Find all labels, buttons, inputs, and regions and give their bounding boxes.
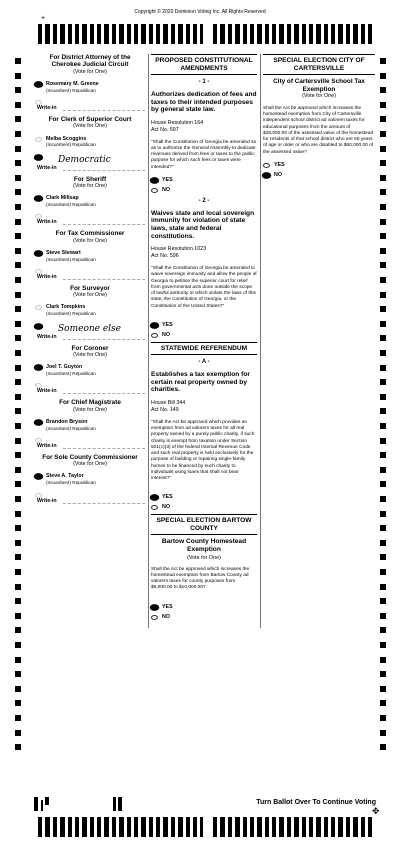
contest-title: For Sheriff bbox=[73, 175, 107, 183]
cartersville-column bbox=[263, 54, 375, 182]
contest-vote-for: (Vote for One) bbox=[73, 68, 107, 75]
vote-option-no[interactable] bbox=[263, 172, 375, 179]
candidate-party: (Incumbent) Republican bbox=[46, 425, 96, 431]
contest-vote-for: (Vote for One) bbox=[73, 123, 107, 130]
yes-label: YES bbox=[162, 176, 173, 183]
amendment-number: - 2 - bbox=[198, 197, 210, 204]
candidate-info bbox=[46, 195, 96, 208]
filled-oval-icon[interactable] bbox=[34, 81, 43, 88]
amendment-1 bbox=[151, 79, 257, 194]
write-in-line[interactable] bbox=[35, 165, 145, 172]
write-in-label: Write-in bbox=[37, 164, 57, 171]
contest-vote-for: (Vote for One) bbox=[73, 461, 107, 468]
contest-title: For Chief Magistrate bbox=[59, 399, 121, 407]
act-number: Act No. 596 bbox=[151, 253, 179, 260]
column-divider bbox=[260, 54, 261, 628]
bill-number: House Bill 344 bbox=[151, 399, 186, 406]
filled-oval-icon[interactable] bbox=[150, 322, 159, 329]
referendum-question: "Shall the Act be approved which provides an exemption from ad valorem taxes for all real property owned by a purely public charity, if such charity is exempt from taxation under Section 501(c)(3) of the federal Internal Revenue Code and such real property is held exclusively for the purpose of building or repairing single-family homes to be financed by such charity to individuals using loans that shall not bear interest?" bbox=[151, 419, 255, 481]
candidate-name: Melba Scoggins bbox=[46, 135, 87, 142]
contest-vote-for: (Vote for One) bbox=[73, 292, 107, 299]
write-in-label: Write-in bbox=[37, 497, 57, 504]
write-in-option[interactable] bbox=[35, 323, 145, 334]
vote-option-no[interactable] bbox=[151, 504, 257, 511]
empty-oval-icon[interactable] bbox=[35, 305, 42, 310]
amendment-question: "Shall the Constitution of Georgia be amended so as to authorize the General Assembly to dedicate revenues derived from fees or taxes to the public purpose for which such fees or taxes were intended?" bbox=[151, 139, 257, 170]
candidate-party: (Incumbent) Republican bbox=[46, 256, 96, 262]
no-label: NO bbox=[162, 331, 170, 338]
act-number: Act No. 149 bbox=[151, 406, 179, 413]
candidate-info bbox=[46, 364, 96, 377]
candidate-party: (Incumbent) Republican bbox=[46, 311, 96, 317]
write-in-label: Write-in bbox=[37, 105, 57, 112]
write-in-line[interactable] bbox=[35, 105, 145, 112]
write-in-underline bbox=[63, 110, 145, 111]
bartow-question: Shall the Act be approved which increases the homestead exemption from Bartow County ad valorem taxes for county purposes from $5,000.00 to $10,000.00? bbox=[151, 566, 250, 591]
write-in-label: Write-in bbox=[37, 388, 57, 395]
resolution-number: House Resolution 1023 bbox=[151, 246, 207, 253]
write-in-option[interactable] bbox=[35, 154, 145, 165]
candidate-info bbox=[46, 304, 96, 317]
contest-title: For Sole County Commissioner bbox=[42, 453, 138, 461]
contest bbox=[35, 54, 145, 112]
contest-vote-for: (Vote for One) bbox=[73, 406, 107, 413]
bartow-homestead-question bbox=[151, 538, 257, 620]
filled-oval-icon[interactable] bbox=[150, 494, 159, 501]
amendment-title: Waives state and local sovereign immunity for violation of state laws, state and federal constitutions. bbox=[151, 209, 255, 240]
statewide-referendum-header: STATEWIDE REFERENDUM bbox=[151, 342, 257, 356]
empty-oval-icon[interactable] bbox=[151, 505, 158, 510]
yes-label: YES bbox=[162, 321, 173, 328]
amendment-question: "Shall the Constitution of Georgia be amended to waive sovereign immunity and allow the people of Georgia to petition the superior court for relief from governmental acts done outside the scope of lawful authority or which violate the laws of this state, the Constitution of Georgia, or the Constitution of the United States?" bbox=[151, 266, 257, 309]
contest-vote-for: (Vote for One) bbox=[73, 183, 107, 190]
no-label: NO bbox=[162, 186, 170, 193]
yes-label: YES bbox=[162, 494, 173, 501]
amendments-column bbox=[151, 54, 257, 624]
write-in-underline bbox=[63, 393, 145, 394]
vote-option-yes[interactable] bbox=[151, 177, 257, 184]
candidate-party: (Incumbent) Republican bbox=[46, 202, 96, 208]
registration-plus-icon: + bbox=[41, 15, 46, 22]
candidate-name: Clark Millsap bbox=[46, 195, 79, 202]
write-in-label: Write-in bbox=[37, 274, 57, 280]
handwritten-write-in: Democratic bbox=[58, 154, 111, 165]
candidate-option[interactable] bbox=[35, 136, 145, 149]
contests-column bbox=[35, 54, 145, 509]
candidate-info bbox=[46, 473, 96, 486]
vote-option-no[interactable] bbox=[151, 332, 257, 339]
contest bbox=[35, 345, 145, 396]
vote-option-yes[interactable] bbox=[151, 604, 257, 611]
candidate-party: (Incumbent) Republican bbox=[46, 142, 96, 148]
filled-oval-icon[interactable] bbox=[34, 419, 43, 426]
filled-oval-icon[interactable] bbox=[34, 364, 43, 371]
candidate-option[interactable] bbox=[35, 304, 145, 317]
registration-crosshair-icon: ✥ bbox=[372, 806, 380, 816]
referendum-title: Establishes a tax exemption for certain real property owned by charities. bbox=[151, 371, 250, 394]
write-in-line[interactable] bbox=[35, 219, 145, 226]
candidate-info bbox=[46, 81, 99, 94]
candidate-name: Brandon Bryson bbox=[46, 418, 88, 425]
no-label: NO bbox=[274, 171, 282, 178]
referendum-a bbox=[151, 359, 257, 511]
candidate-info bbox=[46, 136, 96, 149]
yes-label: YES bbox=[274, 161, 285, 168]
bartow-special-election-header: SPECIAL ELECTION BARTOW COUNTY bbox=[151, 514, 257, 535]
write-in-underline bbox=[63, 170, 145, 171]
write-in-line[interactable] bbox=[35, 443, 145, 450]
candidate-option[interactable] bbox=[35, 364, 145, 377]
filled-oval-icon[interactable] bbox=[34, 474, 43, 481]
candidate-party: (Incumbent) Republican bbox=[46, 480, 96, 486]
contest bbox=[35, 176, 145, 227]
copyright-notice: Copyright © 2020 Dominion Voting Inc. All Rights Reserved bbox=[134, 9, 266, 15]
contest bbox=[35, 230, 145, 281]
candidate-name: Clark Tompkins bbox=[46, 304, 86, 311]
handwritten-write-in: Someone else bbox=[58, 323, 121, 334]
candidate-option[interactable] bbox=[35, 81, 145, 94]
candidate-name: Joel T. Guyton bbox=[46, 364, 83, 371]
timing-marks-bottom bbox=[38, 817, 372, 837]
filled-oval-icon[interactable] bbox=[262, 172, 271, 179]
write-in-label: Write-in bbox=[37, 219, 57, 226]
filled-oval-icon[interactable] bbox=[34, 250, 43, 257]
write-in-underline bbox=[63, 339, 145, 340]
resolution-number: House Resolution 164 bbox=[151, 119, 204, 126]
candidate-party: (Incumbent) Republican bbox=[46, 371, 96, 377]
contest bbox=[35, 454, 145, 505]
vote-option-yes[interactable] bbox=[151, 322, 257, 329]
column-divider bbox=[148, 54, 149, 628]
contest-title: For Tax Commissioner bbox=[55, 230, 125, 238]
amendment-reference bbox=[151, 120, 257, 134]
amendments-header: PROPOSED CONSTITUTIONAL AMENDMENTS bbox=[151, 54, 257, 75]
candidate-name: Steve A. Taylor bbox=[46, 473, 84, 480]
write-in-line[interactable] bbox=[35, 388, 145, 395]
act-number: Act No. 597 bbox=[151, 126, 179, 133]
candidate-option[interactable] bbox=[35, 419, 145, 432]
candidate-name: Rosemary M. Greene bbox=[46, 80, 99, 87]
contest-title: For Clerk of Superior Court bbox=[48, 116, 132, 124]
contest-title: For Surveyor bbox=[70, 284, 110, 292]
contest bbox=[35, 285, 145, 341]
candidate-info bbox=[46, 419, 96, 432]
empty-oval-icon[interactable] bbox=[151, 333, 158, 338]
contest-title: For Coroner bbox=[71, 344, 109, 352]
yes-label: YES bbox=[162, 603, 173, 610]
vote-option-yes[interactable] bbox=[263, 162, 375, 169]
amendment-number: - 1 - bbox=[198, 79, 210, 86]
write-in-label: Write-in bbox=[37, 333, 57, 340]
cartersville-special-election-header: SPECIAL ELECTION CITY OF CARTERSVILLE bbox=[263, 54, 375, 75]
write-in-underline bbox=[63, 503, 145, 504]
contest-vote-for: (Vote for One) bbox=[73, 237, 107, 244]
contest-vote-for: (Vote for One) bbox=[73, 352, 107, 358]
cartersville-title: City of Cartersville School Tax Exemption bbox=[273, 78, 365, 93]
bartow-title: Bartow County Homestead Exemption bbox=[161, 538, 247, 553]
turn-ballot-over-instruction: Turn Ballot Over To Continue Voting bbox=[256, 799, 376, 806]
contest bbox=[35, 399, 145, 450]
vote-option-no[interactable] bbox=[151, 187, 257, 194]
cartersville-vote-for: (Vote for One) bbox=[302, 92, 336, 99]
write-in-line[interactable] bbox=[35, 498, 145, 505]
filled-oval-icon[interactable] bbox=[150, 177, 159, 184]
candidate-name: Steve Stewart bbox=[46, 249, 81, 256]
empty-oval-icon[interactable] bbox=[35, 137, 42, 142]
amendment-title: Authorizes dedication of fees and taxes to their intended purposes by general state law. bbox=[151, 91, 257, 114]
write-in-underline bbox=[63, 448, 145, 449]
empty-oval-icon[interactable] bbox=[263, 163, 270, 168]
write-in-underline bbox=[63, 279, 145, 280]
filled-oval-icon[interactable] bbox=[34, 154, 43, 161]
write-in-label: Write-in bbox=[37, 442, 57, 449]
amendment-reference bbox=[151, 246, 257, 260]
amendment-2 bbox=[151, 198, 257, 339]
timing-marks-top bbox=[38, 24, 372, 44]
filled-oval-icon[interactable] bbox=[34, 323, 43, 330]
candidate-option[interactable] bbox=[35, 473, 145, 486]
filled-oval-icon[interactable] bbox=[150, 604, 159, 611]
referendum-reference bbox=[151, 400, 257, 414]
write-in-line[interactable] bbox=[35, 334, 145, 341]
candidate-option[interactable] bbox=[35, 195, 145, 208]
candidate-info bbox=[46, 250, 96, 263]
bartow-vote-for: (Vote for One) bbox=[187, 554, 221, 561]
timing-marks-left bbox=[15, 58, 21, 758]
write-in-line[interactable] bbox=[35, 274, 145, 281]
no-label: NO bbox=[162, 504, 170, 511]
write-in-underline bbox=[63, 224, 145, 225]
vote-option-yes[interactable] bbox=[151, 494, 257, 501]
no-label: NO bbox=[162, 613, 170, 620]
candidate-option[interactable] bbox=[35, 250, 145, 263]
empty-oval-icon[interactable] bbox=[151, 188, 158, 193]
empty-oval-icon[interactable] bbox=[151, 615, 158, 620]
contest bbox=[35, 116, 145, 172]
candidate-party: (Incumbent) Republican bbox=[46, 87, 96, 93]
timing-marks-right bbox=[380, 58, 386, 758]
vote-option-no[interactable] bbox=[151, 614, 257, 621]
referendum-number: - A - bbox=[198, 359, 210, 366]
cartersville-question: Shall the Act be approved which increases the homestead exemption from City of Cartersville independent school district ad valorem taxes for educational purposes from the amount of $28,000.00 of the assessed value of the homestead for residents of that school district who are 65 years of age or older or who are disabled to $60,000.00 of the assessed value? bbox=[263, 106, 374, 155]
contest-title: For District Attorney of the Cherokee Judicial Circuit bbox=[49, 54, 131, 69]
filled-oval-icon[interactable] bbox=[34, 195, 43, 202]
